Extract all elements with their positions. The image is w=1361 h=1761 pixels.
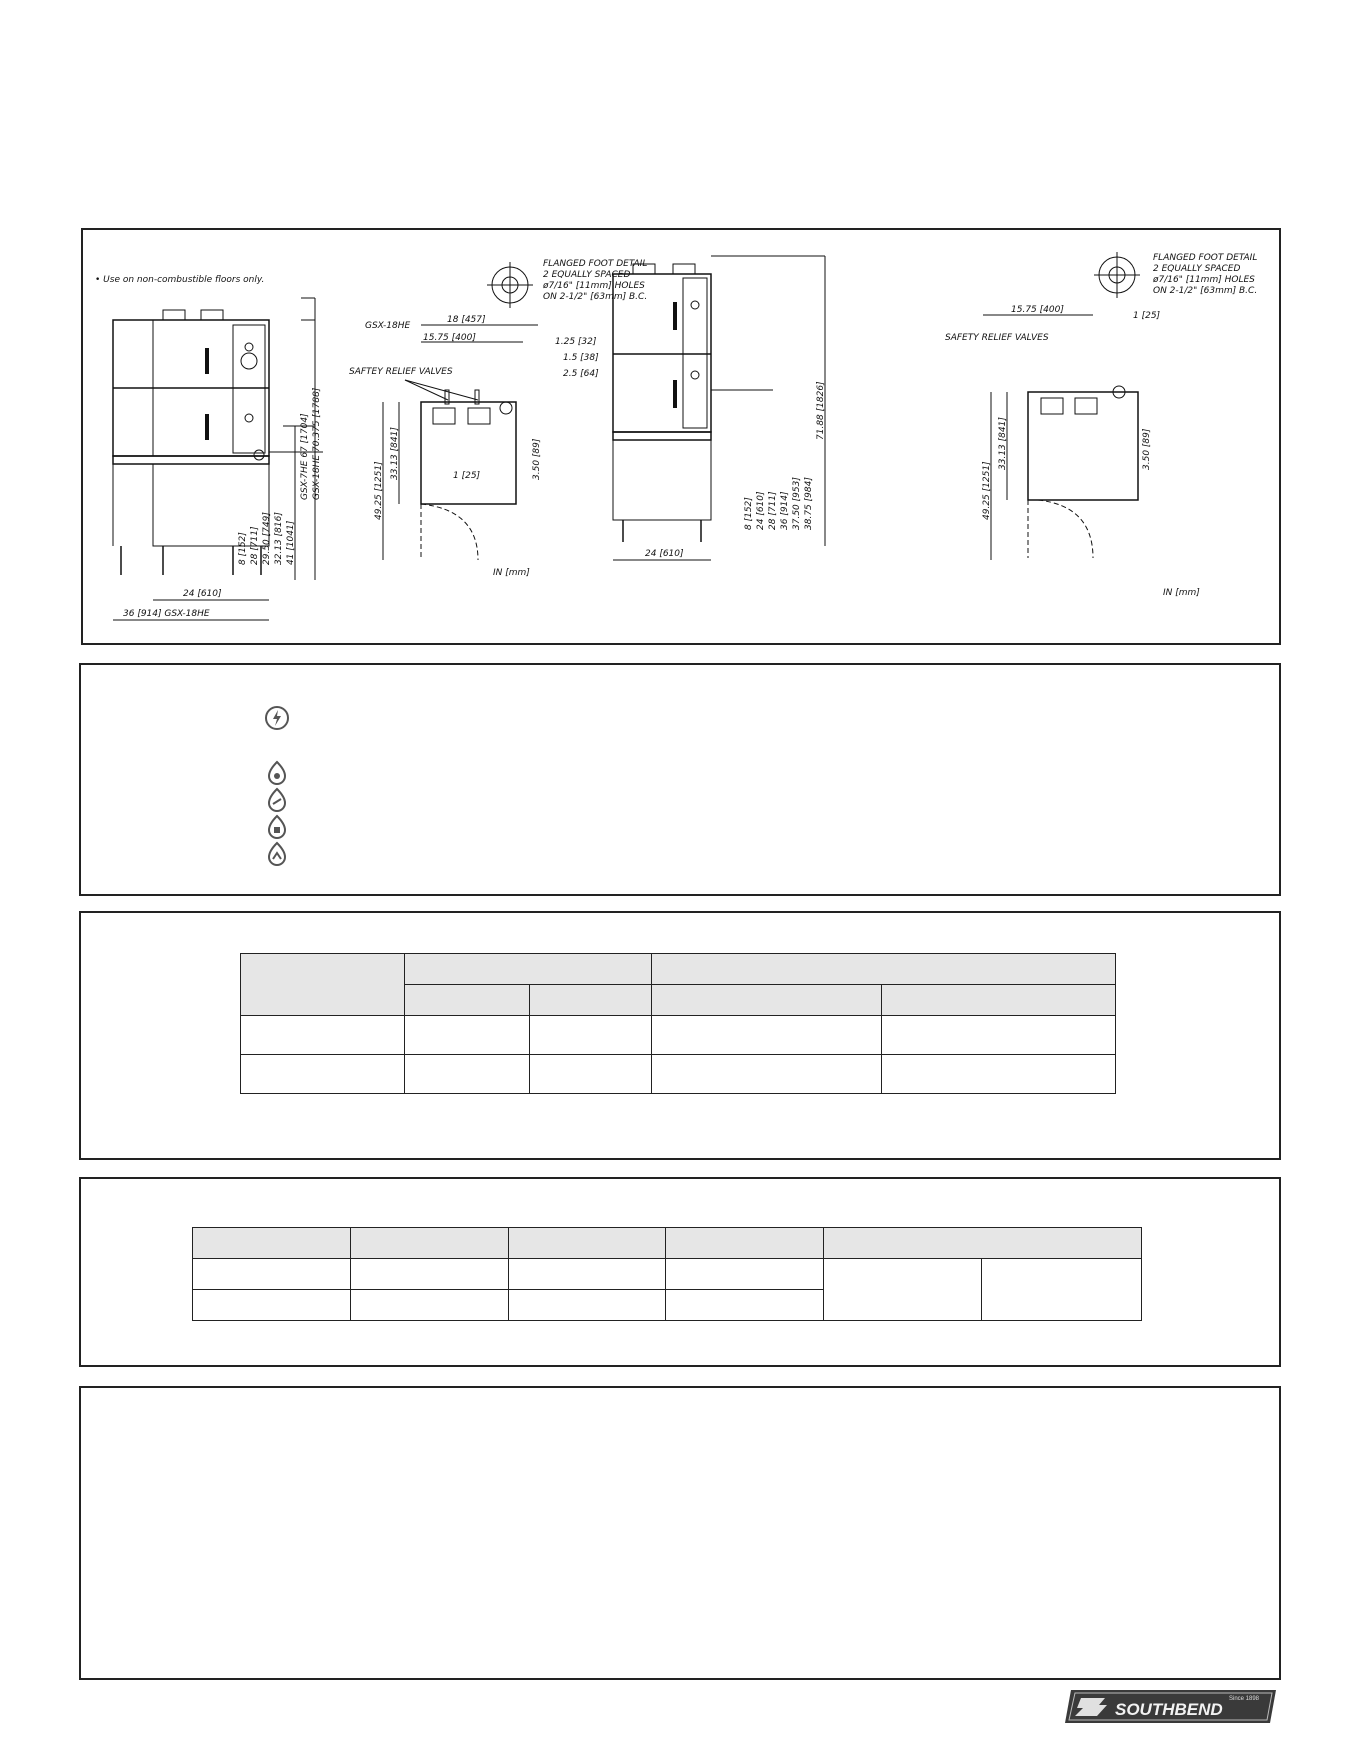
dim-3213: 32.13 [816] bbox=[274, 512, 284, 565]
dim-1575-right: 15.75 [400] bbox=[1011, 305, 1064, 315]
dim-height-18he: GSX-18HE 70.375 [1788] bbox=[312, 387, 322, 500]
specs-table-1 bbox=[240, 953, 1116, 1094]
table1-cell bbox=[529, 1016, 651, 1055]
table2-header-cell bbox=[193, 1228, 351, 1259]
dim-28-right: 28 [711] bbox=[768, 491, 778, 530]
dim-height-7he: GSX-7HE 67 [1704] bbox=[300, 413, 310, 500]
front-view-left bbox=[113, 298, 323, 620]
technical-drawings bbox=[83, 230, 1279, 643]
dim-15: 1.5 [38] bbox=[563, 353, 599, 363]
dim-125: 1.25 [32] bbox=[555, 337, 597, 347]
foot-detail-line1-right: 2 EQUALLY SPACED bbox=[1153, 264, 1241, 274]
dim-8-right: 8 [152] bbox=[744, 497, 754, 530]
dim-24: 24 [610] bbox=[183, 589, 222, 599]
side-view-left bbox=[349, 259, 647, 578]
dim-25: 2.5 [64] bbox=[563, 369, 599, 379]
dim-36: 36 [914] GSX-18HE bbox=[123, 609, 210, 619]
table2-header-cell bbox=[666, 1228, 824, 1259]
dim-36-right: 36 [914] bbox=[780, 491, 790, 530]
dim-1: 1 [25] bbox=[453, 471, 481, 481]
table1-cell bbox=[241, 1016, 405, 1055]
table1-cell bbox=[241, 1055, 405, 1094]
cold-water-connection-icon bbox=[264, 787, 290, 813]
safety-relief-label-left: SAFTEY RELIEF VALVES bbox=[349, 367, 453, 377]
drawings-panel bbox=[81, 228, 1281, 645]
table2-cell bbox=[193, 1290, 351, 1321]
units-label-left: IN [mm] bbox=[493, 568, 530, 578]
table1-cell bbox=[529, 1055, 651, 1094]
side-view-right bbox=[945, 252, 1257, 598]
specs-table-panel-1 bbox=[79, 911, 1281, 1160]
foot-detail-title-right: FLANGED FOOT DETAIL bbox=[1153, 253, 1258, 263]
table2-header-cell bbox=[508, 1228, 666, 1259]
table1-cell bbox=[404, 1016, 529, 1055]
dim-41: 41 [1041] bbox=[286, 520, 296, 565]
table1-header-cell bbox=[241, 954, 405, 1016]
table2-cell bbox=[508, 1290, 666, 1321]
table1-cell bbox=[404, 1055, 529, 1094]
foot-detail-title: FLANGED FOOT DETAIL bbox=[543, 259, 648, 269]
noncombustible-note: • Use on non-combustible floors only. bbox=[95, 275, 265, 285]
dim-8: 8 [152] bbox=[238, 532, 248, 565]
table2-cell bbox=[666, 1290, 824, 1321]
gas-connection-icon bbox=[264, 760, 290, 786]
table1-header-cell bbox=[529, 985, 651, 1016]
electrical-connection-icon bbox=[264, 705, 290, 731]
dim-18: 18 [457] bbox=[447, 315, 486, 325]
model-tag: GSX-18HE bbox=[365, 321, 411, 331]
dim-350-right: 3.50 [89] bbox=[1142, 428, 1152, 470]
dim-3750: 37.50 [953] bbox=[792, 477, 802, 530]
dim-1-right: 1 [25] bbox=[1133, 311, 1161, 321]
specs-table-panel-2 bbox=[79, 1177, 1281, 1367]
dim-350: 3.50 [89] bbox=[532, 438, 542, 480]
connection-legend-panel bbox=[79, 663, 1281, 896]
foot-detail-line3-right: ON 2-1/2" [63mm] B.C. bbox=[1153, 286, 1258, 296]
logo-brand-text: SOUTHBEND bbox=[1115, 1700, 1223, 1719]
table2-header-cell bbox=[824, 1228, 1142, 1259]
table1-header-cell bbox=[404, 985, 529, 1016]
table2-cell bbox=[350, 1259, 508, 1290]
logo-since-text: Since 1898 bbox=[1229, 1696, 1260, 1702]
safety-relief-label-right: SAFETY RELIEF VALVES bbox=[945, 333, 1049, 343]
foot-detail-line2-right: ø7/16" [11mm] HOLES bbox=[1153, 275, 1255, 285]
table2-header-cell bbox=[350, 1228, 508, 1259]
dim-28: 28 [711] bbox=[250, 526, 260, 565]
drain-connection-icon bbox=[264, 814, 290, 840]
foot-detail-line3: ON 2-1/2" [63mm] B.C. bbox=[543, 292, 648, 302]
dim-3313: 33.13 [841] bbox=[390, 427, 400, 480]
table2-cell bbox=[666, 1259, 824, 1290]
table2-cell bbox=[982, 1259, 1142, 1321]
specs-table-2 bbox=[192, 1227, 1142, 1321]
dim-7188: 71.88 [1826] bbox=[816, 381, 826, 440]
dim-24-right: 24 [610] bbox=[645, 549, 684, 559]
notes-panel bbox=[79, 1386, 1281, 1680]
table2-cell bbox=[193, 1259, 351, 1290]
dim-3875: 38.75 [984] bbox=[804, 477, 814, 530]
table1-header-cell bbox=[882, 985, 1116, 1016]
table2-cell bbox=[350, 1290, 508, 1321]
table1-cell bbox=[882, 1016, 1116, 1055]
foot-detail-line2: ø7/16" [11mm] HOLES bbox=[543, 281, 645, 291]
units-label-right: IN [mm] bbox=[1163, 588, 1200, 598]
table2-cell bbox=[508, 1259, 666, 1290]
foot-detail-line1: 2 EQUALLY SPACED bbox=[543, 270, 631, 280]
dim-3313-right: 33.13 [841] bbox=[998, 417, 1008, 470]
table1-cell bbox=[651, 1055, 882, 1094]
table1-cell bbox=[882, 1055, 1116, 1094]
dim-24-vert: 24 [610] bbox=[756, 491, 766, 530]
table1-header-cell bbox=[404, 954, 651, 985]
southbend-logo bbox=[1063, 1688, 1278, 1725]
dim-2950: 29.50 [749] bbox=[262, 512, 272, 565]
table2-cell bbox=[824, 1259, 982, 1321]
table1-header-cell bbox=[651, 985, 882, 1016]
table1-header-cell bbox=[651, 954, 1115, 985]
dim-1575: 15.75 [400] bbox=[423, 333, 476, 343]
dim-4925-right: 49.25 [1251] bbox=[982, 461, 992, 520]
table1-cell bbox=[651, 1016, 882, 1055]
dim-4925: 49.25 [1251] bbox=[374, 461, 384, 520]
hot-water-connection-icon bbox=[264, 841, 290, 867]
